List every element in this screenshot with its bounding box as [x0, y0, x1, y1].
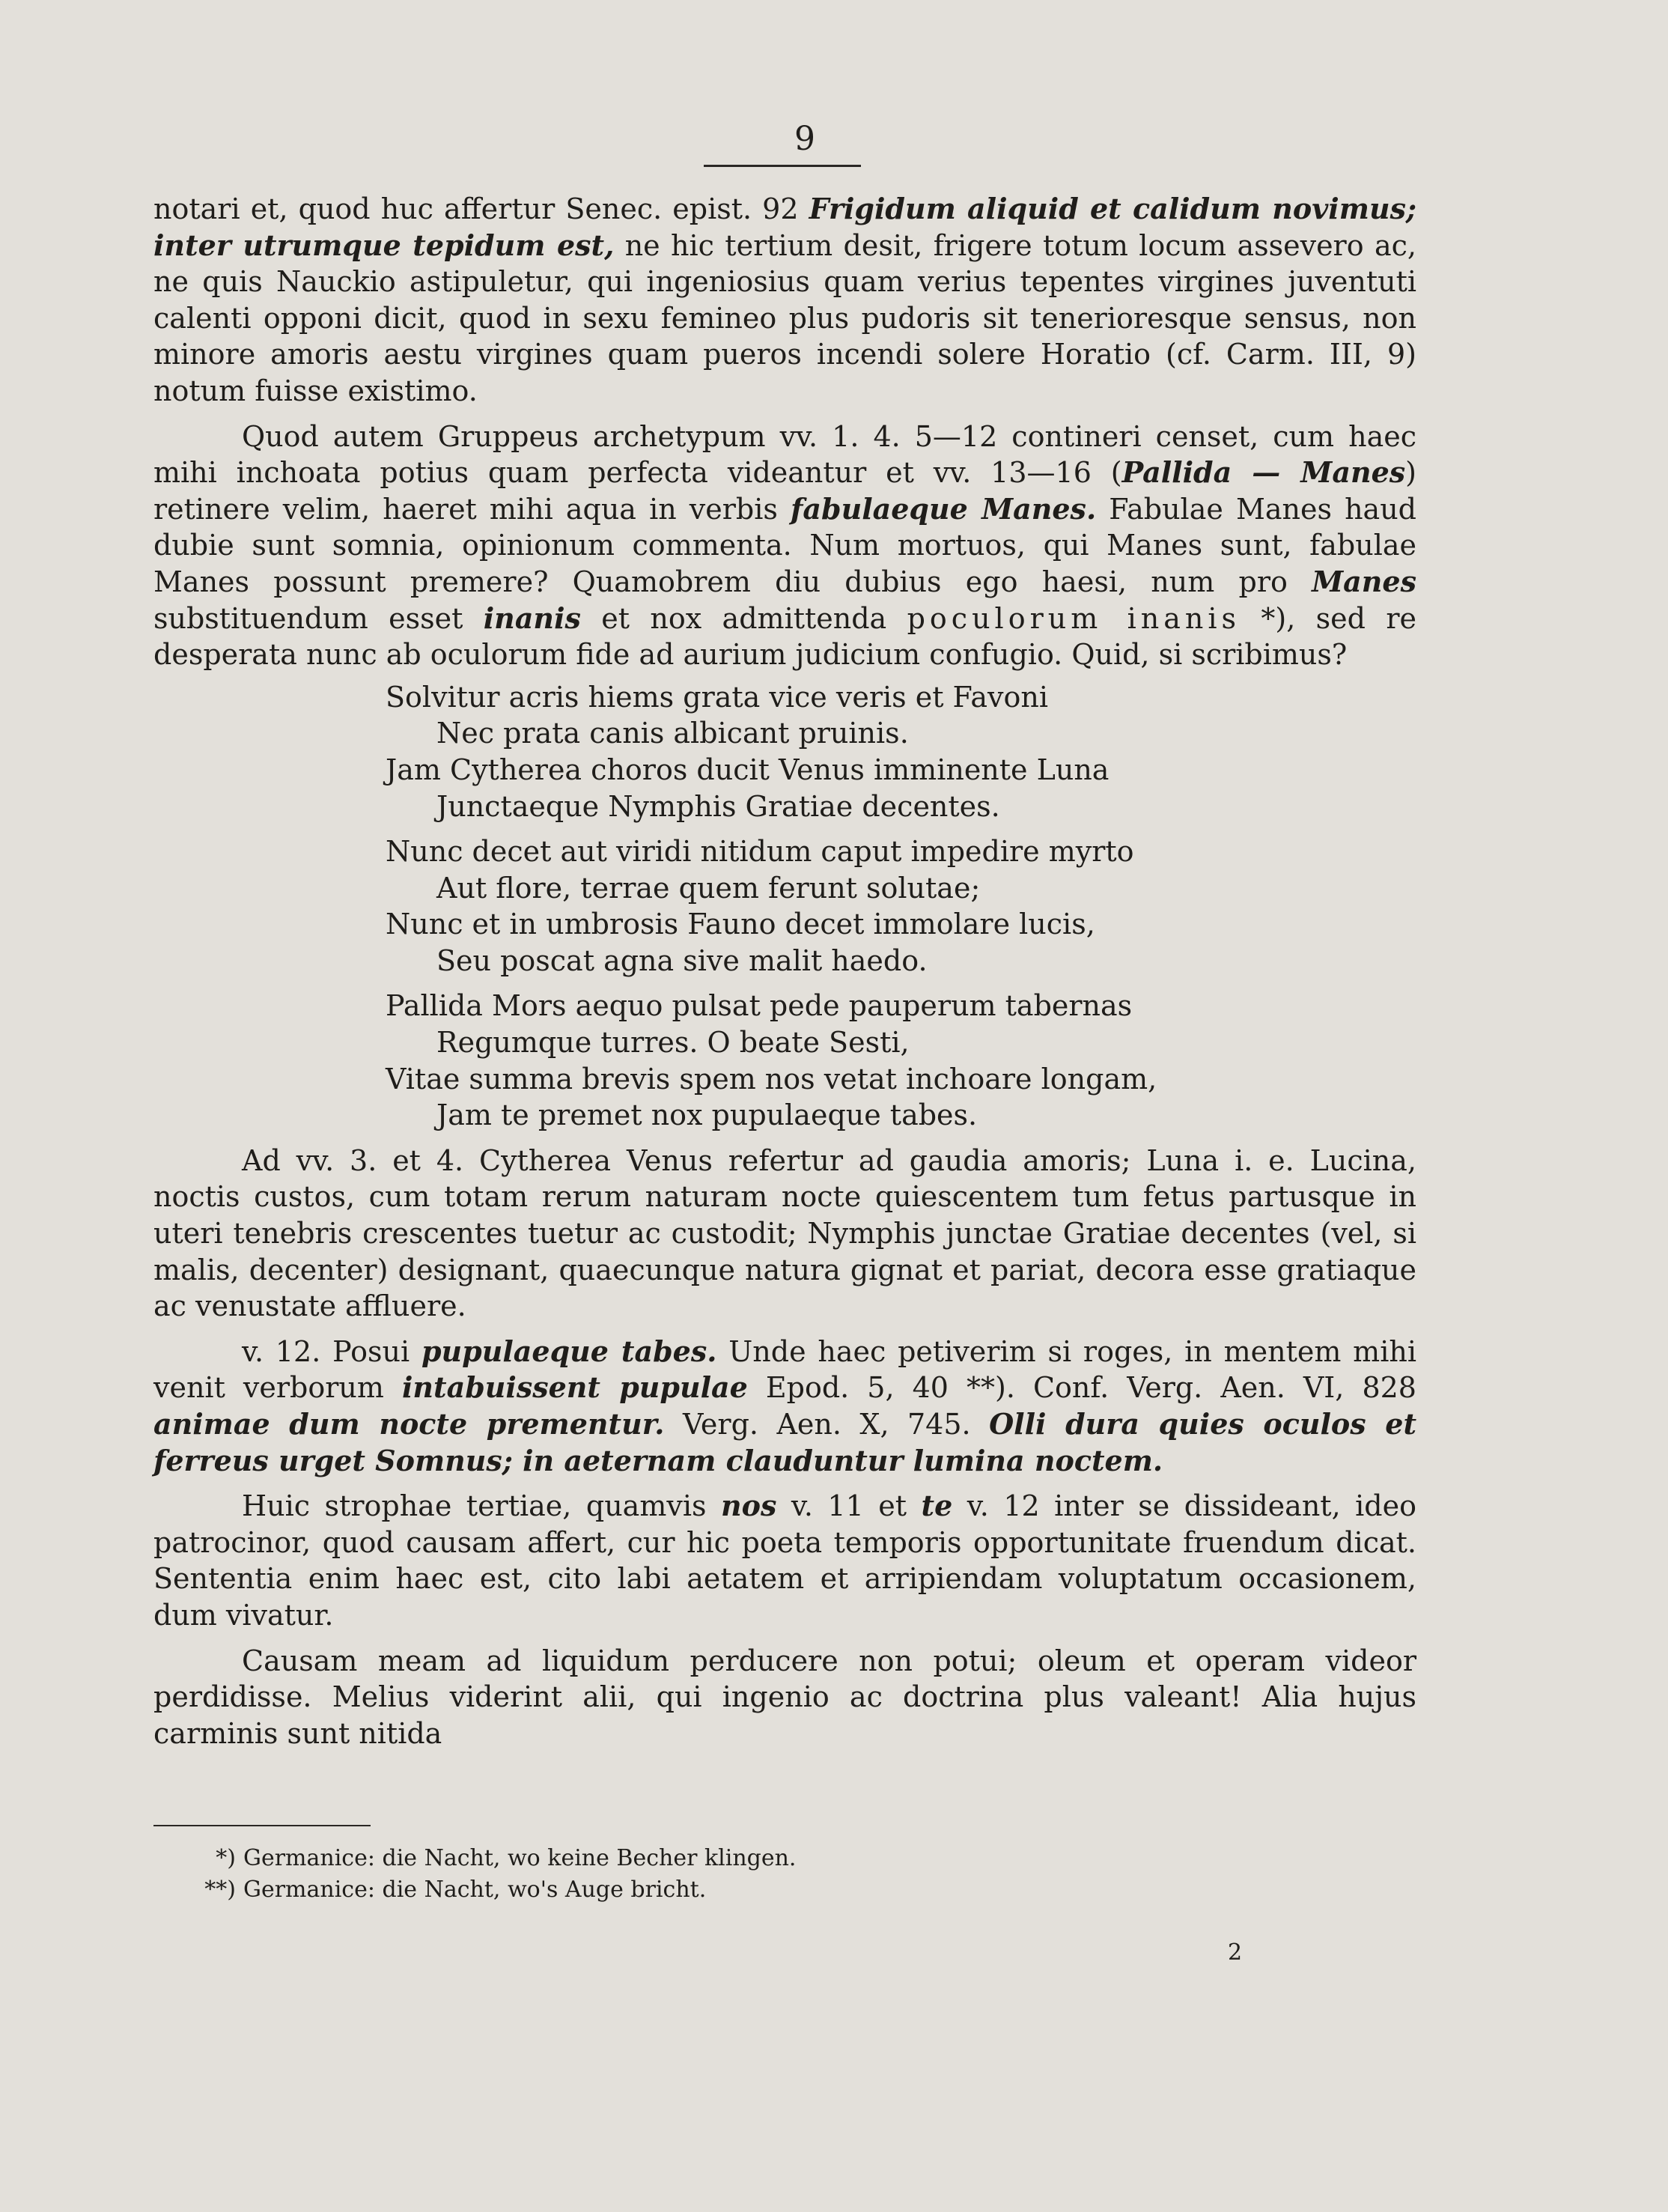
- poem-line: Nunc et in umbrosis Fauno decet immolare lucis,: [386, 908, 1095, 941]
- emphasis: nos: [721, 1489, 777, 1523]
- paragraph-4: [153, 1334, 1416, 1479]
- text-run: notari et, quod huc affertur Senec. epist. 92: [153, 192, 809, 225]
- text-run: Verg. Aen. X, 745.: [664, 1408, 990, 1441]
- poem-line: Jam Cytherea choros ducit Venus imminente Luna: [386, 753, 1110, 786]
- text-run: *), sed re desperata nunc ab oculorum fide ad aurium judicium confugio. Quid, si scribimus?: [153, 601, 1417, 672]
- poem-line: Regumque turres. O beate Sesti,: [436, 1026, 910, 1060]
- text-run: Unde haec petiverim si roges, in mentem mihi venit verborum: [153, 1334, 1416, 1405]
- poem-line: Nunc decet aut viridi nitidum caput impedire myrto: [386, 835, 1134, 869]
- footnotes: [153, 1843, 1276, 1906]
- quotation-seneca: Frigidum aliquid et calidum novimus; inter utrumque tepidum est,: [153, 192, 1416, 262]
- text-run: v. 11 et: [776, 1489, 922, 1523]
- poem-line: Solvitur acris hiems grata vice veris et Favoni: [386, 680, 1048, 714]
- signature-mark: 2: [1228, 1939, 1243, 1966]
- text-run: Epod. 5, 40 **). Conf. Verg. Aen. VI, 828: [747, 1371, 1416, 1405]
- poem-line: Nec prata canis albicant pruinis.: [436, 717, 909, 750]
- paragraph-6: Causam meam ad liquidum perducere non potui; oleum et operam videor perdidisse. Melius viderint alii, qui ingenio ac doctrina plus valeant! Alia hujus carminis sunt nitida: [153, 1644, 1416, 1750]
- poem-stanza: [386, 679, 1416, 824]
- text-run: v. 12. Posui: [242, 1334, 421, 1368]
- emphasis: animae dum nocte prementur.: [153, 1407, 665, 1441]
- text-run: ) retinere velim, haeret mihi aqua in verbis: [153, 456, 1416, 526]
- poem-line: Seu poscat agna sive malit haedo.: [436, 944, 928, 977]
- text-run: ne hic tertium desit, frigere totum locum assevero ac, ne quis Nauckio astipuletur, qui ingeniosius quam verius tepentes virgines juventuti calenti opponi dicit, quod in sexu femineo plus pudoris sit tenerioresque sensus, non minore amoris aestu virgines quam pueros incendi solere Horatio (cf. Carm. III, 9) notum fuisse existimo.: [153, 228, 1416, 407]
- footnote-rule: [153, 1825, 371, 1826]
- poem: [153, 679, 1416, 1134]
- paragraph-1: [153, 191, 1416, 410]
- spaced-emphasis: poculorum inanis: [907, 601, 1241, 635]
- footnote: [153, 1843, 1276, 1874]
- footnote: [153, 1874, 1276, 1906]
- poem-line: Jam te premet nox pupulaeque tabes.: [436, 1099, 978, 1132]
- text-run: v. 12 inter se dissideant, ideo patrocinor, quod causam affert, cur hic poeta temporis opportunitate fruendum dicat. Sententia enim haec est, cito labi aetatem et arripiendam voluptatum occasionem, dum vivatur.: [153, 1489, 1416, 1632]
- emphasis: inanis: [483, 601, 581, 635]
- poem-line: Vitae summa brevis spem nos vetat inchoare longam,: [386, 1062, 1157, 1096]
- paragraph-3: Ad vv. 3. et 4. Cytherea Venus refertur ad gaudia amoris; Luna i. e. Lucina, noctis custos, cum totam rerum naturam nocte quiescentem tum fetus partusque in uteri tenebris crescentes tuetur ac custodit; Nymphis junctae Gratiae decentes (vel, si malis, decenter) designant, quaecunque natura gignat et pariat, decora esse gratiaque ac venustate affluere.: [153, 1143, 1416, 1323]
- text-run: et nox admittenda: [580, 601, 907, 635]
- header-rule: [704, 165, 861, 167]
- text-run: substituendum esset: [153, 601, 484, 635]
- footnote-mark: *): [216, 1845, 236, 1871]
- emphasis: intabuissent pupulae: [401, 1370, 748, 1405]
- emphasis: Olli dura quies oculos et ferreus urget Somnus; in aeternam clauduntur lumina noctem.: [153, 1407, 1417, 1477]
- paragraph-2: [153, 419, 1416, 673]
- emphasis: fabulaeque Manes.: [791, 491, 1097, 526]
- page-number: 9: [794, 120, 815, 158]
- emphasis: Pallida — Manes: [1121, 455, 1406, 490]
- text-run: Fabulae Manes haud dubie sunt somnia, opinionum commenta. Num mortuos, qui Manes sunt, fabulae Manes possunt premere? Quamobrem diu dubius ego haesi, num pro: [153, 492, 1417, 598]
- poem-stanza: [386, 833, 1416, 979]
- emphasis: te: [921, 1489, 953, 1523]
- poem-line: Pallida Mors aequo pulsat pede pauperum tabernas: [386, 989, 1133, 1023]
- main-text: [153, 191, 1416, 1751]
- text-run: Quod autem Gruppeus archetypum vv. 1. 4. 5—12 contineri censet, cum haec mihi inchoata potius quam perfecta videantur et vv. 13—16 (: [153, 419, 1416, 490]
- poem-line: Junctaeque Nymphis Gratiae decentes.: [436, 789, 1000, 823]
- poem-line: Aut flore, terrae quem ferunt solutae;: [436, 871, 981, 905]
- paragraph-5: [153, 1488, 1416, 1633]
- emphasis: Manes: [1312, 564, 1416, 598]
- text-run: Huic strophae tertiae, quamvis: [242, 1489, 721, 1523]
- footnote-text: Germanice: die Nacht, wo keine Becher klingen.: [243, 1845, 797, 1871]
- footnote-text: Germanice: die Nacht, wo's Auge bricht.: [243, 1877, 707, 1903]
- poem-stanza: [386, 988, 1416, 1133]
- footnote-mark: **): [204, 1877, 236, 1903]
- emphasis: pupulaeque tabes.: [421, 1334, 717, 1368]
